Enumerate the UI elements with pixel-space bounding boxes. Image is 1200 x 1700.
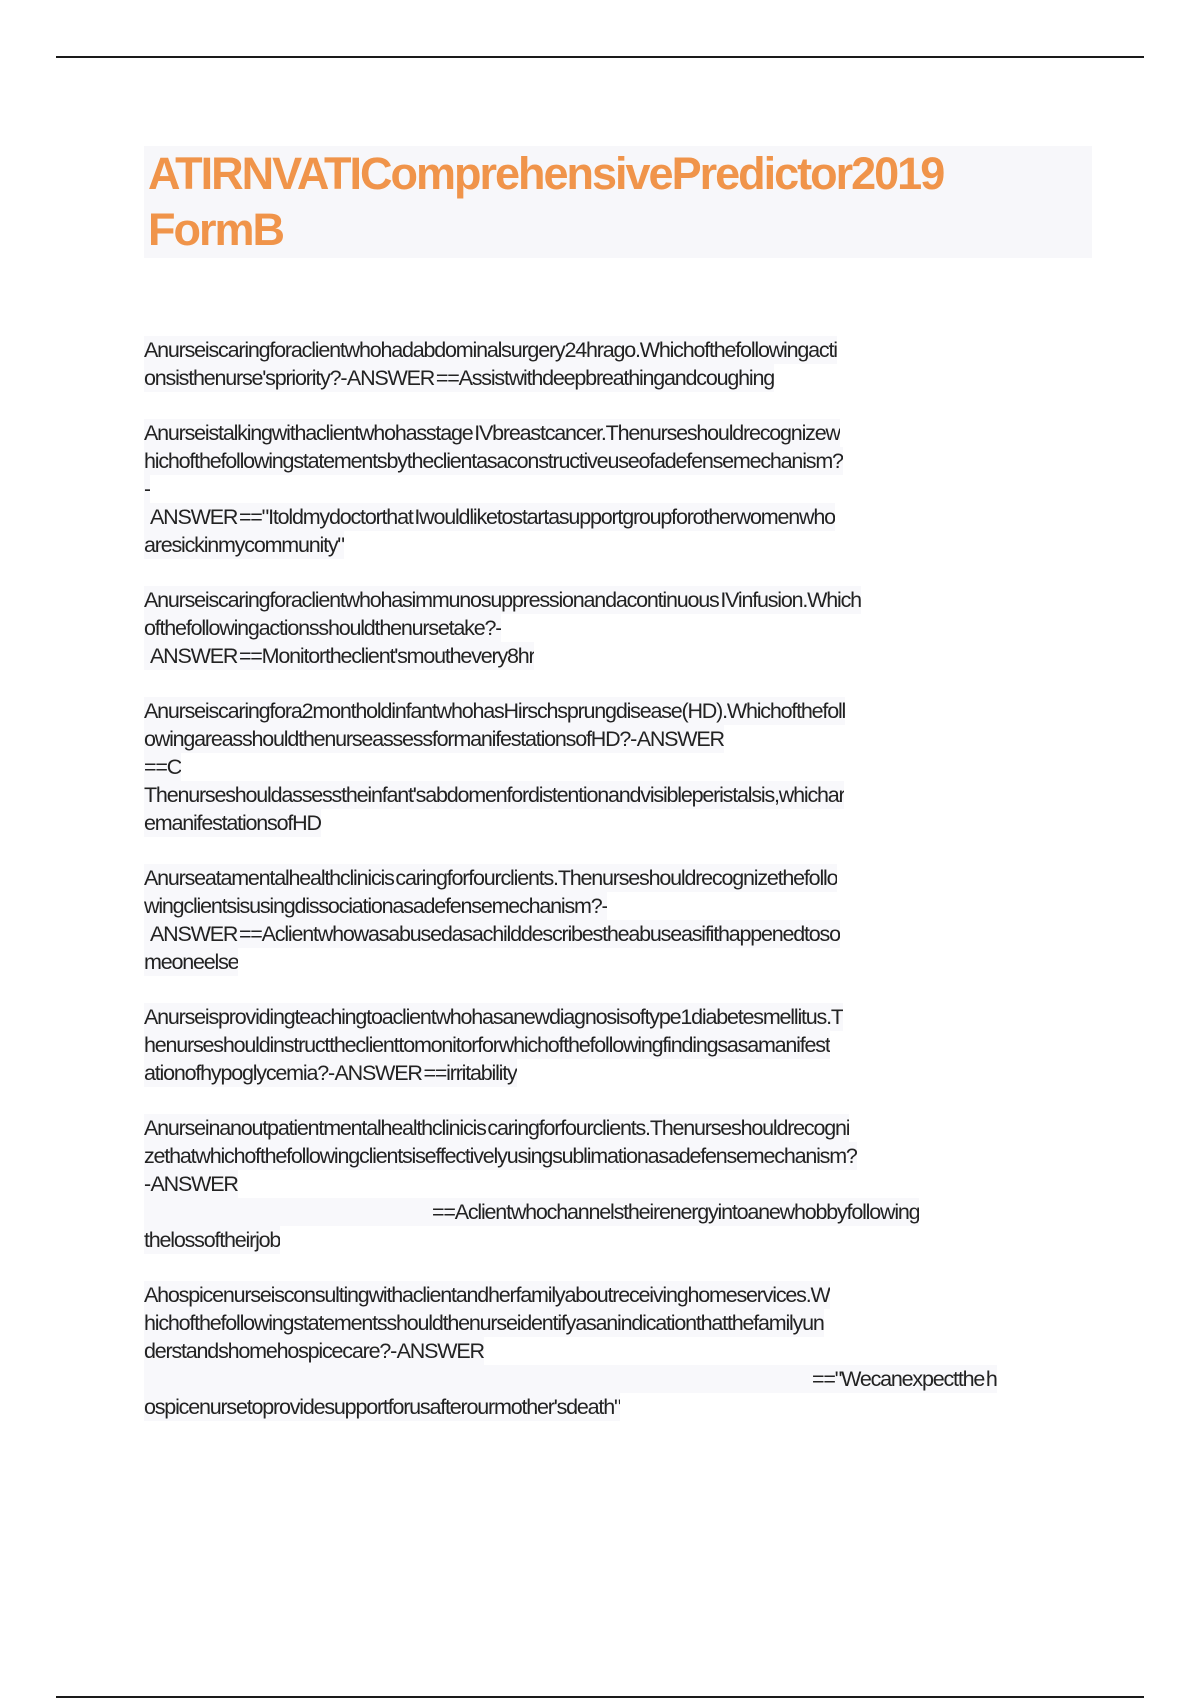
qa-line: henurseshouldinstructtheclienttomonitorforwhichofthefollowingfindingsasamanifest — [144, 1033, 830, 1057]
qa-line: - — [144, 477, 150, 501]
title-line-1: ATIRNVATIComprehensivePredictor2019 — [148, 148, 944, 199]
qa-line: ationofhypoglycemia?- ANSWER ==irritability — [144, 1061, 517, 1085]
qa-line: emanifestationsofHD — [144, 811, 321, 835]
bottom-rule — [56, 1696, 1144, 1698]
qa-line: Anurseiscaringforaclientwhohadabdominalsurgery24hrago.Whichofthefollowingacti — [144, 338, 837, 362]
qa-item — [144, 1003, 1084, 1087]
qa-line: Anurseinanoutpatientmentalhealthclinicis caringforfourclients.Thenurseshouldrecogni — [144, 1116, 850, 1140]
qa-line: aresickinmycommunity" — [144, 533, 344, 557]
qa-line: Thenurseshouldassesstheinfant'sabdomenfordistentionandvisibleperistalsis,whichar — [144, 783, 845, 807]
qa-item — [144, 336, 1084, 392]
qa-line: hichofthefollowingstatementsshouldthenurseidentifyasanindicationthatthefamilyun — [144, 1311, 824, 1335]
qa-list — [144, 336, 1084, 1448]
qa-line: ofthefollowingactionsshouldthenursetake?- — [144, 616, 502, 640]
qa-line: ==C — [144, 755, 182, 779]
qa-item — [144, 586, 1084, 670]
qa-line: zethatwhichofthefollowingclientsiseffectivelyusingsublimationasadefensemechanism? — [144, 1144, 857, 1168]
qa-line: meoneelse — [144, 950, 239, 974]
qa-line: Anurseistalkingwithaclientwhohasstage IVbreastcancer.Thenurseshouldrecognizew — [144, 421, 840, 445]
title-line-2: FormB — [148, 204, 283, 255]
qa-line: ospicenursetoprovidesupportforusafterourmother'sdeath" — [144, 1395, 621, 1419]
qa-line: thelossoftheirjob — [144, 1228, 281, 1252]
qa-line: ==Aclientwhochannelstheirenergyintoanewhobbyfollowing — [144, 1198, 919, 1226]
qa-item — [144, 697, 1084, 837]
qa-line: hichofthefollowingstatementsbytheclientasaconstructiveuseofadefensemechanism? — [144, 449, 843, 473]
qa-line: ANSWER ==Monitortheclient'smouthevery8hr — [144, 642, 534, 670]
qa-line: wingclientsisusingdissociationasadefensemechanism?- — [144, 894, 608, 918]
qa-line: Anurseiscaringforaclientwhohasimmunosuppressionandacontinuous IVinfusion.Which — [144, 588, 861, 612]
qa-line: ANSWER ==Aclientwhowasabusedasachilddescribestheabuseasifithappenedtoso — [144, 920, 840, 948]
qa-line: owingareasshouldthenurseassessformanifestationsofHD?- ANSWER — [144, 727, 724, 751]
qa-line: Anurseisprovidingteachingtoaclientwhohasanewdiagnosisoftype1diabetesmellitus.T — [144, 1005, 843, 1029]
qa-item — [144, 1114, 1084, 1254]
top-rule — [56, 56, 1144, 58]
qa-line: Anurseatamentalhealthclinicis caringforfourclients.Thenurseshouldrecognizethefollo — [144, 866, 838, 890]
qa-item — [144, 864, 1084, 976]
qa-line: =="Wecanexpectthe h — [144, 1365, 997, 1393]
qa-item — [144, 1281, 1084, 1421]
qa-line: onsisthenurse'spriority?- ANSWER ==Assistwithdeepbreathingandcoughing — [144, 366, 774, 390]
qa-line: - ANSWER — [144, 1172, 238, 1196]
qa-line: Anurseiscaringfora2montholdinfantwhohasHirschsprungdisease(HD).Whichofthefoll — [144, 699, 846, 723]
document-title — [144, 146, 1092, 258]
qa-item — [144, 419, 1084, 559]
qa-line: derstandshomehospicecare?- ANSWER — [144, 1339, 484, 1363]
qa-line: ANSWER =="Itoldmydoctorthat Iwouldliketostartasupportgroupforotherwomenwho — [144, 503, 835, 531]
qa-line: Ahospicenurseisconsultingwithaclientandherfamilyaboutreceivinghomeservices.W — [144, 1283, 830, 1307]
